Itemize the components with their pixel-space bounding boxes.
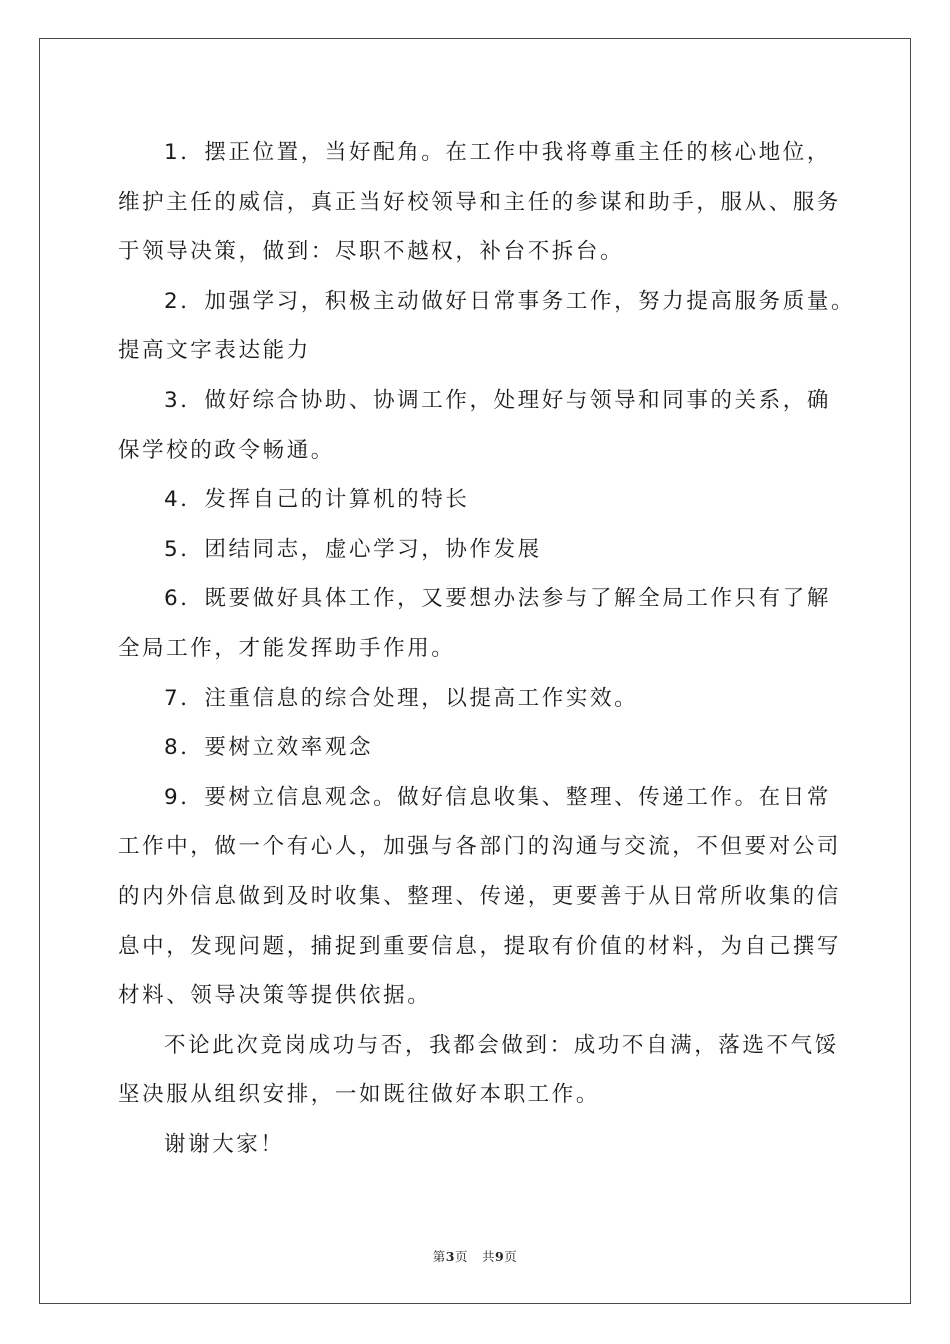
text-line: 材料、领导决策等提供依据。 — [118, 983, 432, 1009]
text-line: 全局工作，才能发挥助手作用。 — [118, 635, 456, 661]
text-line: 5．团结同志，虚心学习，协作发展 — [164, 536, 542, 562]
footer-page-suffix: 页 — [454, 1249, 468, 1264]
text-line: 息中，发现问题，捕捉到重要信息，提取有价值的材料，为自己撰写 — [118, 933, 842, 959]
footer-total-suffix: 页 — [504, 1249, 518, 1264]
text-line: 7．注重信息的综合处理，以提高工作实效。 — [164, 685, 639, 711]
text-line: 4．发挥自己的计算机的特长 — [164, 487, 470, 513]
page-footer — [0, 1247, 950, 1265]
text-line: 3．做好综合协助、协调工作，处理好与领导和同事的关系，确 — [164, 387, 831, 413]
text-line: 于领导决策，做到：尽职不越权，补台不拆台。 — [118, 239, 625, 265]
text-line: 工作中，做一个有心人，加强与各部门的沟通与交流，不但要对公司 — [118, 834, 842, 860]
text-line: 6．既要做好具体工作，又要想办法参与了解全局工作只有了解 — [164, 586, 831, 612]
document-body — [118, 128, 856, 1169]
text-line: 的内外信息做到及时收集、整理、传递，更要善于从日常所收集的信 — [118, 883, 842, 909]
text-line: 坚决服从组织安排，一如既往做好本职工作。 — [118, 1082, 601, 1108]
footer-total-pages: 9 — [495, 1249, 505, 1264]
text-line: 保学校的政令畅通。 — [118, 437, 335, 463]
text-line: 维护主任的威信，真正当好校领导和主任的参谋和助手，服从、服务 — [118, 189, 842, 215]
footer-total-prefix: 共 — [482, 1249, 496, 1264]
text-line: 提高文字表达能力 — [118, 338, 311, 364]
footer-page-prefix: 第 — [432, 1249, 446, 1264]
text-line: 1．摆正位置，当好配角。在工作中我将尊重主任的核心地位， — [164, 140, 831, 165]
text-line: 2．加强学习，积极主动做好日常事务工作，努力提高服务质量。 — [164, 288, 856, 314]
footer-page-number: 3 — [445, 1249, 455, 1264]
text-line: 8．要树立效率观念 — [164, 735, 374, 761]
text-line: 谢谢大家！ — [164, 1131, 285, 1157]
text-line: 9．要树立信息观念。做好信息收集、整理、传递工作。在日常 — [164, 784, 831, 810]
text-line: 不论此次竞岗成功与否，我都会做到：成功不自满，落选不气馁 — [164, 1032, 839, 1058]
